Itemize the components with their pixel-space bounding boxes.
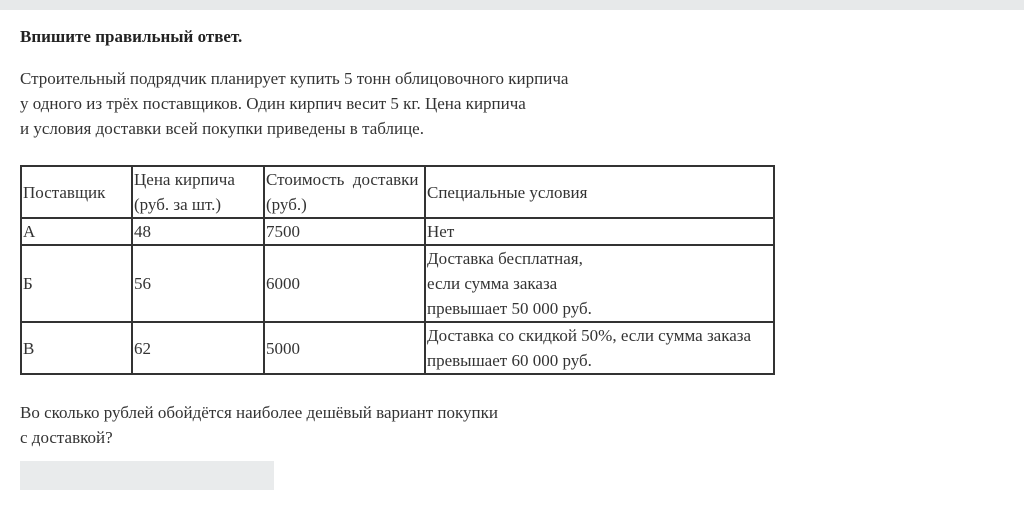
question-text — [20, 400, 498, 450]
cell-delivery: 5000 — [264, 322, 425, 374]
header-conditions-label: Специальные условия — [427, 182, 588, 202]
conditions-line: Доставка со скидкой 50%, если сумма заказа — [427, 326, 752, 345]
cell-supplier: Б — [21, 245, 132, 322]
question-line: Во сколько рублей обойдётся наиболее дешёвый вариант покупки — [20, 403, 498, 422]
cell-supplier: В — [21, 322, 132, 374]
conditions-line: Доставка бесплатная, — [427, 249, 583, 268]
table-row — [21, 245, 774, 322]
task-instruction: Впишите правильный ответ. — [20, 27, 243, 46]
conditions-line: Нет — [427, 222, 455, 241]
table-header-row — [21, 166, 774, 218]
header-delivery-line: (руб.) — [266, 195, 307, 214]
answer-input[interactable] — [20, 461, 274, 490]
header-conditions — [425, 166, 774, 218]
problem-text — [20, 66, 1010, 141]
cell-price: 62 — [132, 322, 264, 374]
problem-line: и условия доставки всей покупки приведены в таблице. — [20, 119, 424, 138]
header-price — [132, 166, 264, 218]
conditions-line: превышает 60 000 руб. — [427, 351, 592, 370]
cell-supplier: А — [21, 218, 132, 245]
header-price-line: Цена кирпича — [134, 170, 235, 189]
task-content — [20, 26, 1010, 447]
header-delivery — [264, 166, 425, 218]
cell-conditions — [425, 218, 774, 245]
cell-conditions — [425, 245, 774, 322]
question-line: с доставкой? — [20, 428, 113, 447]
problem-line: Строительный подрядчик планирует купить 5 тонн облицовочного кирпича — [20, 69, 569, 88]
table-row — [21, 322, 774, 374]
cell-price: 56 — [132, 245, 264, 322]
header-price-line: (руб. за шт.) — [134, 195, 222, 214]
conditions-line: если сумма заказа — [427, 274, 558, 293]
header-supplier-label: Поставщик — [23, 182, 106, 202]
cell-delivery: 7500 — [264, 218, 425, 245]
cell-conditions — [425, 322, 774, 374]
header-delivery-line: Стоимость доставки — [266, 170, 419, 189]
cell-delivery: 6000 — [264, 245, 425, 322]
top-bar — [0, 0, 1024, 10]
cell-price: 48 — [132, 218, 264, 245]
header-supplier — [21, 166, 132, 218]
table-row — [21, 218, 774, 245]
conditions-line: превышает 50 000 руб. — [427, 299, 592, 318]
problem-line: у одного из трёх поставщиков. Один кирпич весит 5 кг. Цена кирпича — [20, 94, 526, 113]
supplier-table — [20, 165, 775, 375]
